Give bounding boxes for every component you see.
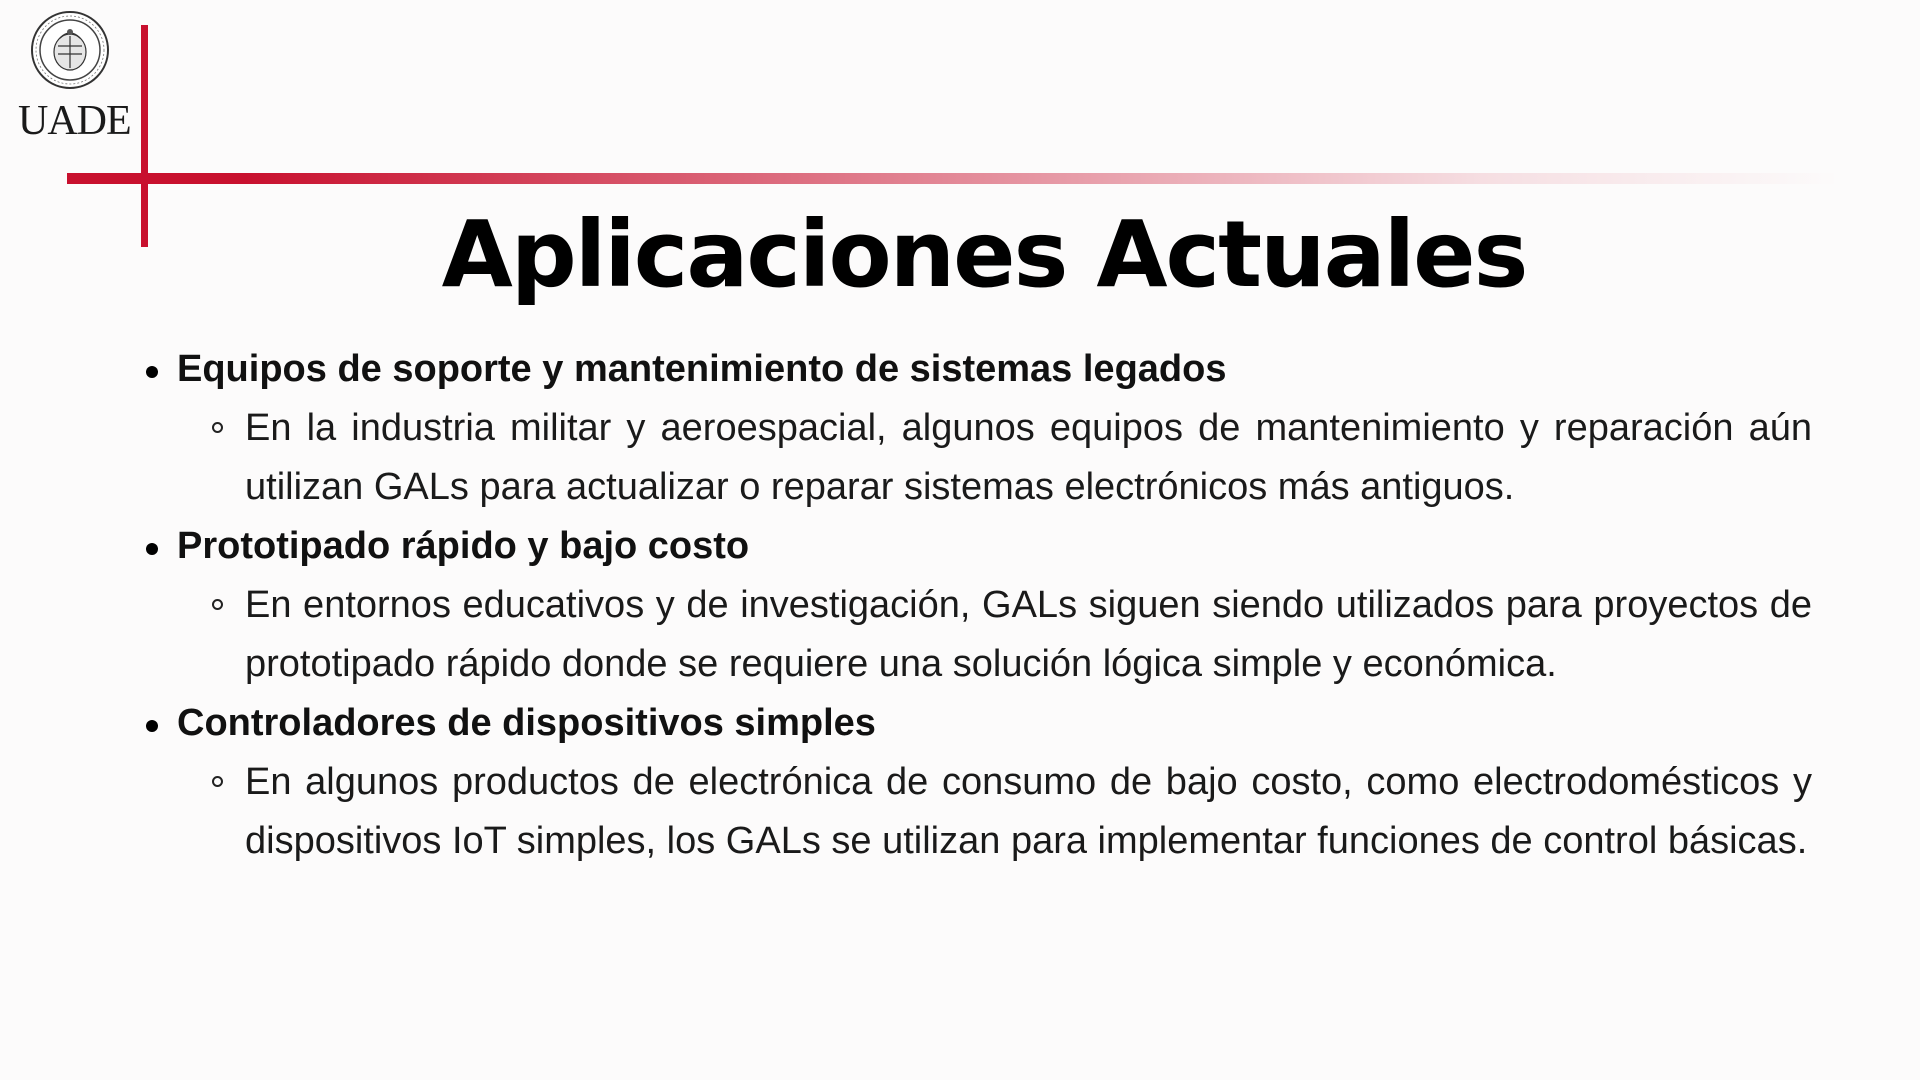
bullet-detail-text: En entornos educativos y de investigación, GALs siguen siendo utilizados para proyectos de prototipado rápido donde se requiere una solución lógica simple y económica. bbox=[245, 584, 1812, 685]
sub-bullet-circle-icon bbox=[212, 422, 223, 433]
bullet-detail-text: En algunos productos de electrónica de consumo de bajo costo, como electrodomésticos y dispositivos IoT simples, los GALs se utilizan para implementar funciones de control básicas. bbox=[245, 761, 1812, 862]
bullet-dot-icon bbox=[146, 720, 158, 732]
bullet-list bbox=[140, 340, 1812, 871]
logo-wordmark: UADE bbox=[18, 98, 131, 144]
bullet-heading-text: Equipos de soporte y mantenimiento de sistemas legados bbox=[177, 348, 1227, 390]
bullet-heading bbox=[140, 694, 1812, 753]
bullet-detail bbox=[245, 576, 1812, 694]
bullet-detail bbox=[245, 399, 1812, 517]
bullet-heading bbox=[140, 340, 1812, 399]
university-seal-icon bbox=[30, 10, 110, 90]
bullet-dot-icon bbox=[146, 543, 158, 555]
accent-horizontal-line bbox=[67, 173, 1840, 184]
bullet-heading bbox=[140, 517, 1812, 576]
bullet-heading-text: Controladores de dispositivos simples bbox=[177, 702, 876, 744]
bullet-detail bbox=[245, 753, 1812, 871]
slide-title: Aplicaciones Actuales bbox=[441, 201, 1527, 308]
bullet-detail-text: En la industria militar y aeroespacial, algunos equipos de mantenimiento y reparación aún utilizan GALs para actualizar o reparar sistemas electrónicos más antiguos. bbox=[245, 407, 1812, 508]
sub-bullet-circle-icon bbox=[212, 599, 223, 610]
uade-logo bbox=[18, 10, 131, 145]
bullet-dot-icon bbox=[146, 366, 158, 378]
sub-bullet-circle-icon bbox=[212, 776, 223, 787]
bullet-heading-text: Prototipado rápido y bajo costo bbox=[177, 525, 750, 567]
